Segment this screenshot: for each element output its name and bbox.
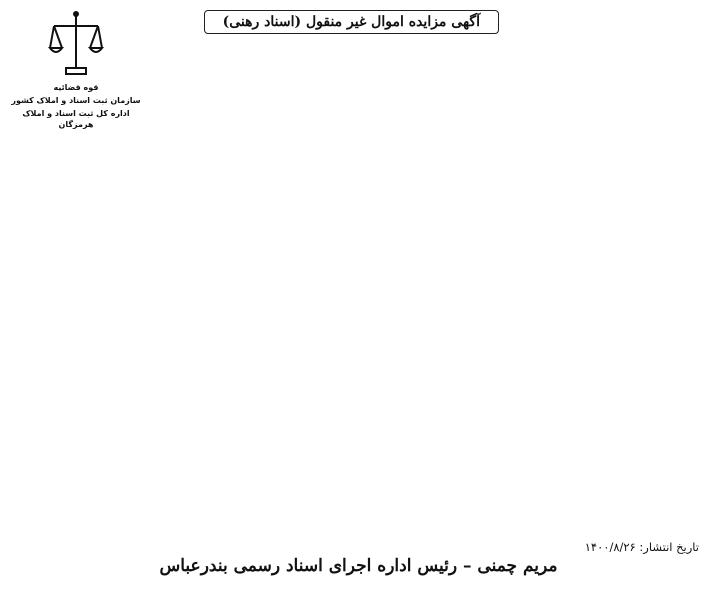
org-name-line-3: اداره کل ثبت اسناد و املاک هرمزگان — [22, 109, 130, 129]
org-name-line-2: سازمان ثبت اسناد و املاک کشور — [11, 96, 141, 105]
notice-title: آگهی مزایده اموال غیر منقول (اسناد رهنی) — [204, 10, 499, 34]
judiciary-emblem — [10, 8, 142, 129]
org-name-line-1: قوه قضائیه — [53, 83, 99, 92]
publication-date: تاریخ انتشار: ۱۴۰۰/۸/۲۶ — [584, 540, 699, 554]
signature-line: مریم چمنی – رئیس اداره اجرای اسناد رسمی بندرعباس — [159, 556, 558, 576]
scales-of-justice-icon — [44, 8, 108, 80]
